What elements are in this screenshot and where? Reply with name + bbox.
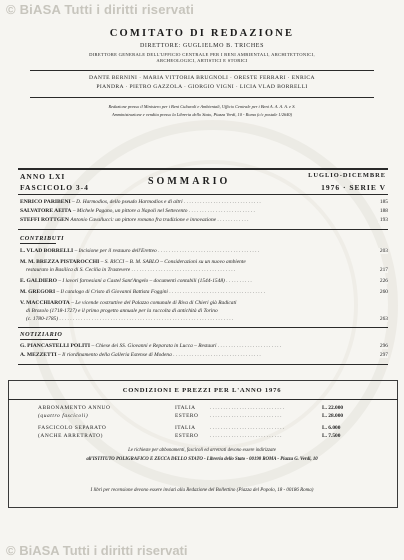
price-label: FASCICOLO SEPARATO [38, 425, 107, 431]
contents-heading: SOMMARIO [148, 176, 231, 187]
toc-entry[interactable]: ENRICO PARIBENI – D. Harmodios, dello pseudo Harmodios e di altri . . . . . . . . . . . . . . . . . . . . . . . . . . . . . 185 [20, 199, 388, 205]
divider [8, 399, 398, 400]
section-contributi: CONTRIBUTI [20, 235, 65, 242]
issue-fascicolo: FASCICOLO 3-4 [20, 183, 89, 192]
price-amount: L. 22.000 [322, 405, 344, 411]
toc-entry[interactable]: SALVATORE AEITA – Michele Pagano, un pittore a Napoli nel Settecento . . . . . . . . . . . . . . . . . . . . . . . . . 188 [20, 208, 388, 214]
director-name: DIRETTORE: GUGLIELMO B. TRICHES [139, 43, 265, 49]
publisher-line-2: Amministrazione e vendita presso la Libreria dello Stato, Piazza Verdi, 10 - Roma (c/c postale 1/2640) [111, 112, 293, 117]
issue-year: ANNO LXI [20, 172, 66, 181]
toc-entry[interactable]: M. M. BREZZA PISTAROCCHI – S. RICCI – B. M. SABLO – Considerazioni su un nuovo ambiente [20, 259, 246, 265]
leader-dots: . . . . . . . . . . . . . . . . . . . . . . . . . . . [210, 413, 282, 419]
leader-dots: . . . . . . . . . . . . . . . . . . . . . . . . . . . . [210, 405, 285, 411]
watermark-top: © BiASA Tutti i diritti riservati [6, 2, 195, 17]
toc-entry-continued: di Brozolo (1718-1727) e il primo progetto annuale per la raccolta di antichità di Torino [26, 308, 218, 314]
toc-entry[interactable]: L. VLAD BORRELLI – Incisione per il restauro dell'Eretteo . . . . . . . . . . . . . . . . . . . . . . . . . . . . . . . . . . . . . . 203 [20, 248, 388, 254]
price-label: (quattro fascicoli) [38, 413, 89, 419]
toc-entry[interactable]: G. PIANCASTELLI POLITI – Chiese dei SS. Giovanni e Reparata in Lucca – Restauri . . . . . . . . . . . . . . . . . . . . . . . . 296 [20, 343, 388, 349]
issue-series: 1976 · SERIE V [321, 183, 386, 192]
toc-entry[interactable]: E. GALDIERO – I lavori farnesiani a Castel Sant'Angelo – documenti contabili (1544-1548) . . . . . . . . . . 226 [20, 278, 388, 284]
section-underline [20, 243, 56, 244]
conditions-note-1: Le richieste per abbonamenti, fascicoli ed arretrati devono essere indirizzate [128, 448, 276, 453]
toc-entry[interactable]: A. MEZZETTI – Il riordinamento della Galleria Estense di Modena . . . . . . . . . . . . . . . . . . . . . . . . . . . . . . . . . 297 [20, 352, 388, 358]
divider [18, 194, 388, 195]
section-notiziario: NOTIZIARIO [20, 331, 63, 338]
price-destination: ESTERO [175, 433, 199, 439]
conditions-title: CONDIZIONI E PREZZI PER L'ANNO 1976 [122, 387, 282, 394]
toc-entry-continued: restaurato in Basilica di S. Cecilia in Trastevere . . . . . . . . . . . . . . . . . . . . . . . . . . . . . . . . . . . . . . . 217 [26, 267, 388, 273]
leader-dots: . . . . . . . . . . . . . . . . . . . . . . . . . . . . [210, 425, 285, 431]
conditions-note-2: all'ISTITUTO POLIGRAFICO E ZECCA DELLO STATO - Libreria dello Stato - 00198 ROMA - Piazza G. Verdi, 10 [86, 457, 318, 462]
toc-entry-continued: (c. 1780-1785) . . . . . . . . . . . . . . . . . . . . . . . . . . . . . . . . . . . . . . . . . . . . . . . . . . . . . . . . . . . . . . . . . 263 [26, 316, 388, 322]
toc-entry[interactable]: M. GREGORI – Il catalogo di Cristo di Giovanni Battista Foggini . . . . . . . . . . . . . . . . . . . . . . . . . . . . . . . . . . . . 260 [20, 289, 388, 295]
price-amount: L. 7.500 [322, 433, 341, 439]
director-role-1: DIRETTORE GENERALE DELL'UFFICIO CENTRALE PER I BENI AMBIENTALI, ARCHITETTONICI, [89, 52, 315, 57]
publisher-line-1: Redazione presso il Ministero per i Beni Culturali e Ambientali, Ufficio Centrale per i Beni A. A. A. A. e S. [108, 104, 296, 109]
issue-months: LUGLIO-DICEMBRE [308, 172, 386, 179]
price-label: (ANCHE ARRETRATO) [38, 433, 104, 439]
divider [18, 229, 388, 230]
divider [30, 97, 374, 98]
toc-entry[interactable]: V. MACCHIAROTA – Le vicende costruttive del Palazzo comunale di Riva di Chieri già Radicati [20, 300, 237, 306]
price-amount: L. 28.000 [322, 413, 344, 419]
divider [18, 364, 388, 365]
committee-title: COMITATO DI REDAZIONE [109, 28, 295, 39]
price-destination: ITALIA [175, 405, 196, 411]
members-line-1: DANTE BERNINI · MARIA VITTORIA BRUGNOLI · ORESTE FERRARI · ENRICA [89, 75, 315, 81]
members-line-2: PIANDRA · PIETRO GAZZOLA · GIORGIO VIGNI · LICIA VLAD BORRELLI [96, 84, 308, 90]
director-role-2: ARCHEOLOGICI, ARTISTICI E STORICI [156, 58, 248, 63]
footer-note: I libri per recensione devono essere inviati alla Redazione del Bollettino (Piazza del Popolo, 18 - 00186 Roma) [90, 488, 314, 493]
toc-entry[interactable]: STEFFI RÖTTGEN Antonio Cavallucci: un pittore romano fra tradizione e innovazione . . . . . . . . . . . . 193 [20, 217, 388, 223]
leader-dots: . . . . . . . . . . . . . . . . . . . . . . . . . . . [210, 433, 282, 439]
price-amount: L. 6.000 [322, 425, 341, 431]
price-label: ABBONAMENTO ANNUO [38, 405, 111, 411]
watermark-bottom: © BiASA Tutti i diritti riservati [6, 543, 188, 558]
divider [18, 327, 388, 328]
price-destination: ITALIA [175, 425, 196, 431]
divider [30, 70, 374, 71]
price-destination: ESTERO [175, 413, 199, 419]
divider [18, 168, 388, 170]
section-underline [20, 339, 58, 340]
